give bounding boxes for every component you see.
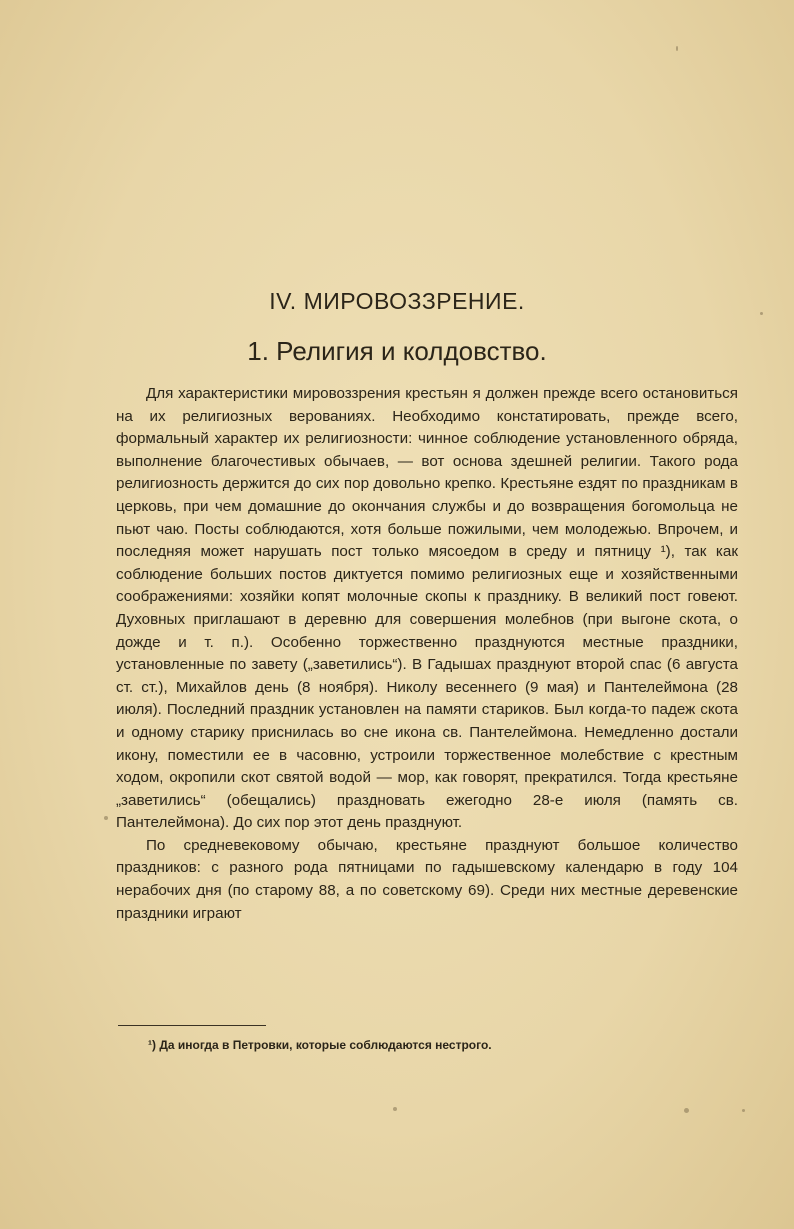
paper-speck bbox=[104, 816, 108, 820]
paragraph: По средневековому обычаю, крестьяне празднуют большое количество праздников: с разного рода пятницами по гадышевскому календарю в году 104 нерабочих дня (по старому 88, а по советскому 69). Среди них местные деревенские праздники играют bbox=[116, 836, 738, 922]
paper-speck bbox=[684, 1108, 689, 1113]
section-heading: 1. Религия и колдовство. bbox=[247, 336, 547, 366]
paper-speck bbox=[742, 1109, 745, 1112]
paper-speck bbox=[676, 46, 678, 51]
footnote bbox=[148, 1038, 492, 1052]
footnote-mark: ¹) bbox=[148, 1038, 156, 1052]
footnote-divider bbox=[118, 1025, 266, 1026]
footnote-text: Да иногда в Петровки, которые соблюдаются нестрого. bbox=[159, 1038, 492, 1052]
chapter-heading: IV. МИРОВОЗЗРЕНИЕ. bbox=[269, 288, 525, 314]
paragraph: Для характеристики мировоззрения крестьян я должен прежде всего остановиться на их религиозных верованиях. Необходимо констатировать, прежде всего, формальный характер их религиозности: чинное соблюдение установленного обряда, выполнение благочестивых обычаев, — вот основа здешней религии. Такого рода религиозность держится до сих пор довольно крепко. Крестьяне ездят по праздникам в церковь, при чем домашние до окончания службы и до возвращения богомольца не пьют чаю. Посты соблюдаются, хотя больше пожилыми, чем молодежью. Впрочем, и последняя может нарушать пост только мясоедом в среду и пятницу ¹), так как соблюдение больших постов диктуется помимо религиозных еще и хозяйственными соображениями: хозяйки копят молочные скопы к празднику. В великий пост говеют. Духовных приглашают в деревню для совершения молебнов (при выгоне скота, о дожде и т. п.). Особенно торжественно празднуются местные праздники, установленные по завету („заветились“). В Гадышах празднуют второй спас (6 августа ст. ст.), Михайлов день (8 ноября). Николу весеннего (9 мая) и Пантелеймона (28 июля). Последний праздник установлен на памяти стариков. Был когда-то падеж скота и одному старику приснилась во сне икона св. Пантелеймона. Немедленно достали икону, поместили ее в часовню, устроили торжественное молебствие с крестным ходом, окропили скот святой водой — мор, как говорят, прекратился. Тогда крестьяне „заветились“ (обещались) праздновать ежегодно 28-е июля (память св. Пантелеймона). До сих пор этот день празднуют. bbox=[116, 385, 738, 832]
paper-speck bbox=[393, 1107, 397, 1111]
body-text bbox=[116, 383, 738, 925]
